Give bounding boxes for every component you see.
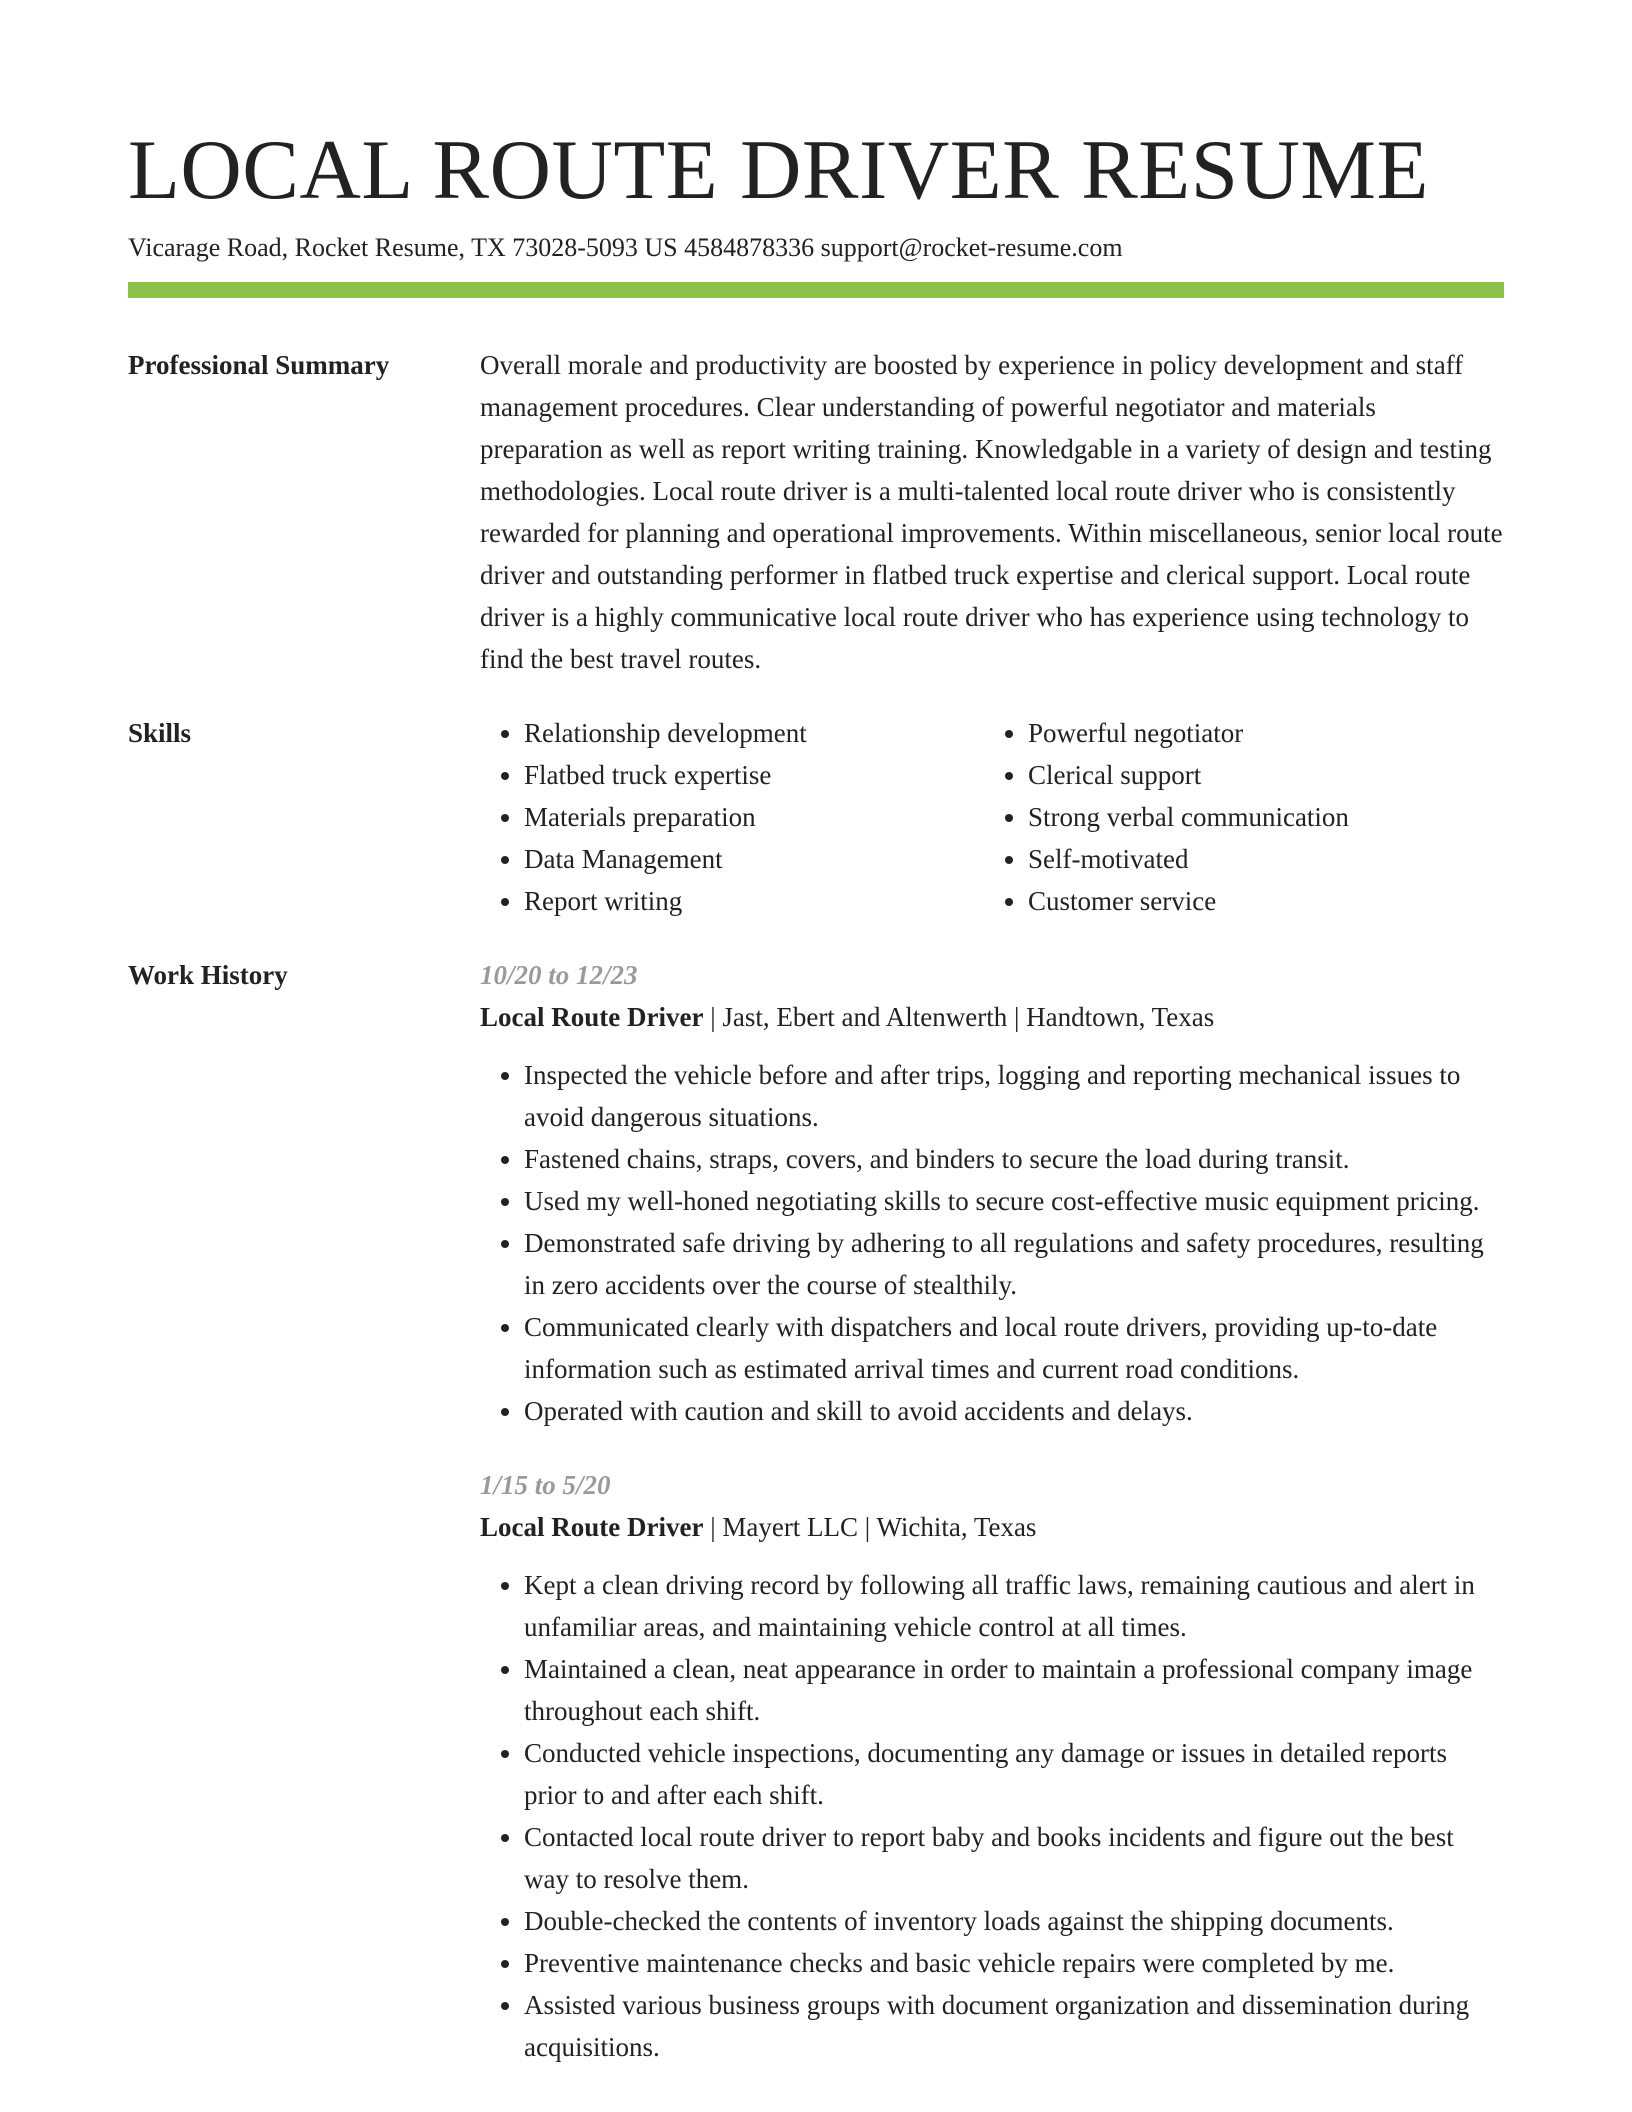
job-bullet: • Contacted local route driver to report baby and books incidents and figure out the best way to resolve them. <box>524 1816 1504 1900</box>
skill-item: • Clerical support <box>1028 754 1528 796</box>
job-heading <box>480 996 1504 1038</box>
skill-item: • Powerful negotiator <box>1028 712 1528 754</box>
job-bullet: • Fastened chains, straps, covers, and binders to secure the load during transit. <box>524 1138 1504 1180</box>
job-bullet: • Assisted various business groups with document organization and dissemination during acquisitions. <box>524 1984 1504 2068</box>
job-entry <box>480 1464 1504 2068</box>
skill-item: • Data Management <box>524 838 984 880</box>
skills-section <box>128 712 1504 922</box>
job-bullet: • Demonstrated safe driving by adhering to all regulations and safety procedures, resulting in zero accidents over the course of stealthily. <box>524 1222 1504 1306</box>
job-entry <box>480 954 1504 1432</box>
job-bullet: • Double-checked the contents of inventory loads against the shipping documents. <box>524 1900 1504 1942</box>
contact-line <box>128 230 1504 266</box>
skill-item: • Strong verbal communication <box>1028 796 1528 838</box>
job-dates: 1/15 to 5/20 <box>480 1470 611 1500</box>
job-bullet: • Maintained a clean, neat appearance in order to maintain a professional company image throughout each shift. <box>524 1648 1504 1732</box>
job-bullet: • Used my well-honed negotiating skills to secure cost-effective music equipment pricing. <box>524 1180 1504 1222</box>
skill-item: • Customer service <box>1028 880 1528 922</box>
job-title: Local Route Driver <box>480 1002 704 1032</box>
skill-item: • Self-motivated <box>1028 838 1528 880</box>
job-title: Local Route Driver <box>480 1512 704 1542</box>
work-history-section <box>128 954 1504 2068</box>
job-bullet: • Preventive maintenance checks and basic vehicle repairs were completed by me. <box>524 1942 1504 1984</box>
skill-item: • Relationship development <box>524 712 984 754</box>
job-company-location: | Mayert LLC | Wichita, Texas <box>703 1512 1037 1542</box>
skills-list-left <box>480 712 984 922</box>
contact-address: Vicarage Road, Rocket Resume, TX 73028-5093 US <box>128 233 678 262</box>
job-bullet-list <box>480 1054 1504 1432</box>
section-label-work-history: Work History <box>128 960 288 990</box>
professional-summary-text: Overall morale and productivity are boosted by experience in policy development and staff management procedures. Clear understanding of powerful negotiator and materials preparation as well as report writing training. Knowledgable in a variety of design and testing methodologies. Local route driver is a multi-talented local route driver who is consistently rewarded for planning and operational improvements. Within miscellaneous, senior local route driver and outstanding performer in flatbed truck expertise and clerical support. Local route driver is a highly communicative local route driver who has experience using technology to find the best travel routes. <box>480 350 1503 674</box>
job-bullet-list <box>480 1564 1504 2068</box>
job-heading <box>480 1506 1504 1548</box>
job-bullet: • Conducted vehicle inspections, documenting any damage or issues in detailed reports prior to and after each shift. <box>524 1732 1504 1816</box>
skills-list-right <box>984 712 1528 922</box>
section-label-skills: Skills <box>128 718 192 748</box>
header-divider <box>128 282 1504 298</box>
skill-item: • Materials preparation <box>524 796 984 838</box>
section-label-professional-summary: Professional Summary <box>128 350 390 380</box>
job-dates: 10/20 to 12/23 <box>480 960 638 990</box>
job-bullet: • Operated with caution and skill to avoid accidents and delays. <box>524 1390 1504 1432</box>
contact-phone: 4584878336 <box>684 233 815 262</box>
job-bullet: • Kept a clean driving record by following all traffic laws, remaining cautious and alert in unfamiliar areas, and maintaining vehicle control at all times. <box>524 1564 1504 1648</box>
skill-item: • Flatbed truck expertise <box>524 754 984 796</box>
job-bullet: • Inspected the vehicle before and after trips, logging and reporting mechanical issues to avoid dangerous situations. <box>524 1054 1504 1138</box>
page-title: LOCAL ROUTE DRIVER RESUME <box>128 123 1429 217</box>
professional-summary-section <box>128 344 1504 680</box>
job-bullet: • Communicated clearly with dispatchers and local route drivers, providing up-to-date information such as estimated arrival times and current road conditions. <box>524 1306 1504 1390</box>
skill-item: • Report writing <box>524 880 984 922</box>
contact-email: support@rocket-resume.com <box>820 233 1123 262</box>
job-company-location: | Jast, Ebert and Altenwerth | Handtown, Texas <box>703 1002 1215 1032</box>
resume-page <box>128 120 1504 2068</box>
skills-columns <box>480 712 1528 922</box>
